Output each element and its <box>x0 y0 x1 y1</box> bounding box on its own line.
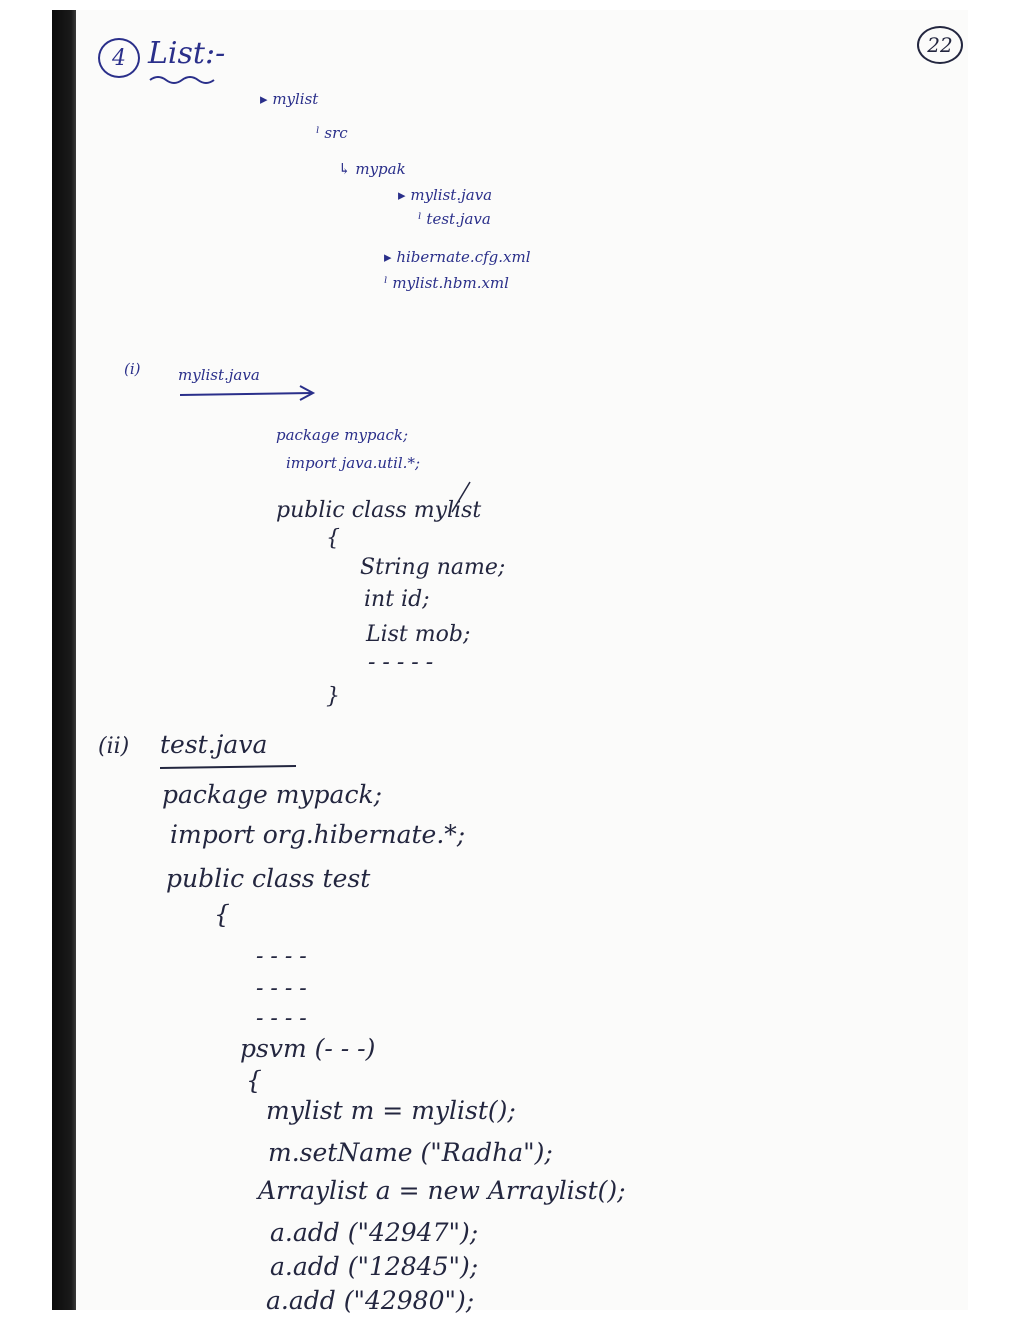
tree-file-mylist-label: mylist.java <box>410 186 493 204</box>
tree-src: ˡ src <box>316 124 348 142</box>
code-line: } <box>326 684 340 709</box>
code-line: package mypack; <box>276 426 409 444</box>
tree-root: ▸ mylist <box>260 90 319 108</box>
code-line: - - - - <box>256 944 307 969</box>
code-line: public class mylist <box>276 498 482 523</box>
code-line: { <box>246 1066 262 1095</box>
code-line: m.setName ("Radha"); <box>268 1138 553 1167</box>
tree-file-hbm: ˡ mylist.hbm.xml <box>384 274 509 292</box>
heading-i-arrow-line <box>180 393 312 395</box>
tree-file-cfg: ▸ hibernate.cfg.xml <box>384 248 531 266</box>
part-i-heading: mylist.java <box>178 366 260 384</box>
code-line: mylist m = mylist(); <box>266 1096 516 1125</box>
code-line: - - - - - <box>368 650 434 675</box>
tree-file-test-label: test.java <box>426 210 491 228</box>
part-i-label: (i) <box>124 360 141 378</box>
import-pointer-stroke <box>452 482 470 512</box>
code-line: public class test <box>166 864 371 893</box>
tree-file-hbm-label: mylist.hbm.xml <box>392 274 509 292</box>
code-line: int id; <box>364 587 430 612</box>
title-underline-squiggle <box>150 77 214 83</box>
code-line: - - - - <box>256 1006 307 1031</box>
code-line: String name; <box>360 555 506 580</box>
section-title: List:- <box>148 36 226 71</box>
part-ii-heading: test.java <box>160 730 268 759</box>
part-ii-label: (ii) <box>98 734 130 759</box>
code-line: a.add ("12845"); <box>270 1252 479 1281</box>
code-line: - - - - <box>256 976 307 1001</box>
tree-src-label: src <box>324 124 348 142</box>
code-line: { <box>326 526 340 551</box>
code-line: import java.util.*; <box>286 454 421 472</box>
code-line: List mob; <box>366 622 471 647</box>
tree-root-label: mylist <box>272 90 319 108</box>
page-number: 22 <box>917 26 963 64</box>
heading-ii-underline <box>160 766 296 768</box>
code-line: Arraylist a = new Arraylist(); <box>258 1176 626 1205</box>
tree-file-cfg-label: hibernate.cfg.xml <box>396 248 531 266</box>
code-line: psvm (- - -) <box>240 1034 376 1063</box>
code-line: package mypack; <box>162 780 383 809</box>
tree-package: ↳ mypak <box>338 160 406 178</box>
tree-file-test: ˡ test.java <box>418 210 491 228</box>
code-line: { <box>214 900 230 929</box>
section-number: 4 <box>98 38 140 78</box>
tree-package-label: mypak <box>355 160 406 178</box>
code-line: a.add ("42947"); <box>270 1218 479 1247</box>
tree-file-mylist: ▸ mylist.java <box>398 186 493 204</box>
code-line: a.add ("42980"); <box>266 1286 475 1315</box>
code-line: import org.hibernate.*; <box>170 820 466 849</box>
